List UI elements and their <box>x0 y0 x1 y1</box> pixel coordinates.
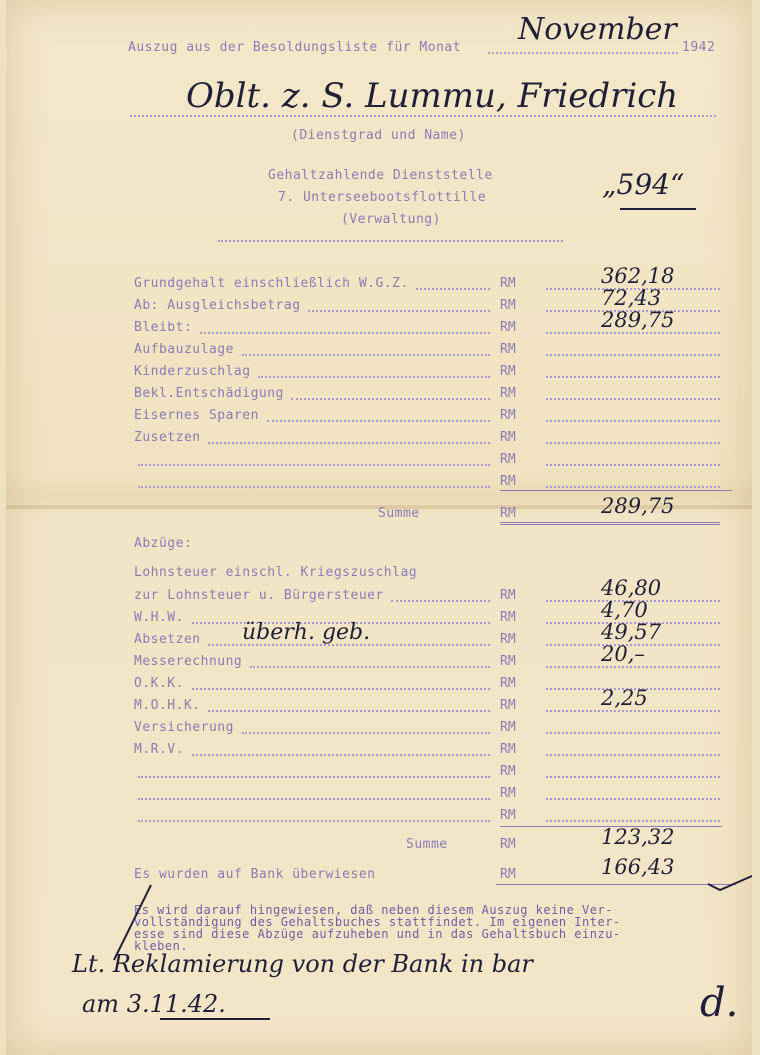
earnings-leader-dots <box>416 288 490 290</box>
year-value: 1942 <box>682 40 716 55</box>
deduction-label: zur Lohnsteuer u. Bürgersteuer <box>134 588 384 603</box>
summe2-currency: RM <box>500 837 516 852</box>
deduction-label: Absetzen <box>134 632 201 647</box>
deduction-label: M.O.H.K. <box>134 698 201 713</box>
earnings-leader-dots <box>208 442 490 444</box>
office-number: „594“ <box>602 168 685 201</box>
earnings-currency: RM <box>500 320 516 335</box>
deduction-currency: RM <box>500 786 516 801</box>
earnings-label: Bekl.Entschädigung <box>134 386 284 401</box>
deduction-currency: RM <box>500 588 516 603</box>
deduction-leader-dots <box>138 820 490 822</box>
bank-rule <box>496 884 736 885</box>
earnings-leader-dots <box>138 486 490 488</box>
summe2-label: Summe <box>406 837 448 852</box>
deduction-leader-dots <box>208 710 490 712</box>
number-underline <box>620 208 696 210</box>
earnings-leader-dots <box>258 376 490 378</box>
deduction-currency: RM <box>500 720 516 735</box>
deduction-currency: RM <box>500 698 516 713</box>
payslip-paper <box>6 0 752 1055</box>
earnings-leader-dots <box>291 398 490 400</box>
earnings-leader-dots <box>200 332 490 334</box>
earnings-label: Eisernes Sparen <box>134 408 259 423</box>
deduction-amount: 49,57 <box>601 620 662 644</box>
bank-amount: 166,43 <box>601 855 675 879</box>
deduction-leader-dots <box>391 600 490 602</box>
earnings-amount-dots <box>546 332 720 334</box>
deduction-amount: 2,25 <box>601 686 648 710</box>
deduction-currency: RM <box>500 808 516 823</box>
abzuege-title: Abzüge: <box>134 536 193 551</box>
earnings-amount-dots <box>546 398 720 400</box>
earnings-label: Ab: Ausgleichsbetrag <box>134 298 301 313</box>
auszug-label: Auszug aus der Besoldungsliste für Monat <box>128 40 462 55</box>
notice-line: esse sind diese Abzüge aufzuheben und in das Gehaltsbuch einzu- <box>134 927 621 941</box>
deduction-amount-dots <box>546 820 720 822</box>
deduction-currency: RM <box>500 654 516 669</box>
deduction-amount-dots <box>546 710 720 712</box>
name-value: Oblt. z. S. Lummu, Friedrich <box>186 76 679 116</box>
earnings-currency: RM <box>500 430 516 445</box>
deduction-amount-dots <box>546 666 720 668</box>
summe1-double-rule <box>500 522 720 525</box>
summe2-amount: 123,32 <box>601 825 675 849</box>
deduction-leader-dots <box>192 754 490 756</box>
earnings-amount-dots <box>546 420 720 422</box>
summe1-label: Summe <box>378 506 420 521</box>
deduction-label: Messerechnung <box>134 654 243 669</box>
earnings-label: Bleibt: <box>134 320 193 335</box>
handnote-line1: Lt. Reklamierung von der Bank in bar <box>72 950 533 978</box>
earnings-currency: RM <box>500 342 516 357</box>
earnings-currency: RM <box>500 276 516 291</box>
earnings-label: Aufbauzulage <box>134 342 234 357</box>
deduction-label: Versicherung <box>134 720 234 735</box>
earnings-amount-dots <box>546 354 720 356</box>
earnings-leader-dots <box>308 310 490 312</box>
earnings-leader-dots <box>138 464 490 466</box>
name-caption: (Dienstgrad und Name) <box>291 128 466 143</box>
deduction-currency: RM <box>500 610 516 625</box>
summe1-currency: RM <box>500 506 516 521</box>
office-sub: (Verwaltung) <box>341 212 441 227</box>
deduction-label: M.R.V. <box>134 742 184 757</box>
deduction-leader-dots <box>138 776 490 778</box>
deduction-currency: RM <box>500 742 516 757</box>
deduction-currency: RM <box>500 632 516 647</box>
earnings-leader-dots <box>267 420 491 422</box>
earnings-leader-dots <box>242 354 490 356</box>
month-dots <box>488 52 678 54</box>
deduction-amount: 20,– <box>601 642 645 666</box>
notice-line: kleben. <box>134 939 189 953</box>
deduction-amount-dots <box>546 754 720 756</box>
handnote-underline <box>160 1018 270 1020</box>
bank-currency: RM <box>500 867 516 882</box>
earnings-amount: 289,75 <box>601 308 675 332</box>
deduction-leader-dots <box>250 666 490 668</box>
deduction-label: W.H.W. <box>134 610 184 625</box>
earnings-amount: 72,43 <box>601 286 662 310</box>
deduction-amount: 46,80 <box>601 576 662 600</box>
earnings-amount-dots <box>546 376 720 378</box>
notice-line: vollständigung des Gehaltsbuches stattfindet. Im eigenen Inter- <box>134 915 621 929</box>
summe1-amount: 289,75 <box>601 494 675 518</box>
deduction-currency: RM <box>500 676 516 691</box>
earnings-label: Zusetzen <box>134 430 201 445</box>
deduction-label: O.K.K. <box>134 676 184 691</box>
office-dots <box>218 240 563 242</box>
deduction-leader-dots <box>242 732 490 734</box>
initials: d. <box>700 980 739 1026</box>
earnings-label: Kinderzuschlag <box>134 364 251 379</box>
deduction-amount-dots <box>546 776 720 778</box>
notice-line: Es wird darauf hingewiesen, daß neben diesem Auszug keine Ver- <box>134 903 613 917</box>
bank-label: Es wurden auf Bank überwiesen <box>134 867 376 882</box>
office-name: 7. Unterseebootsflottille <box>278 190 487 205</box>
deduction-amount-dots <box>546 732 720 734</box>
deduction-leader-dots <box>138 798 490 800</box>
notice-text <box>134 904 621 952</box>
earnings-amount: 362,18 <box>601 264 675 288</box>
earnings-currency: RM <box>500 408 516 423</box>
earnings-currency: RM <box>500 452 516 467</box>
earnings-amount-dots <box>546 442 720 444</box>
summe1-rule <box>500 490 732 491</box>
earnings-amount-dots <box>546 464 720 466</box>
earnings-amount-dots <box>546 486 720 488</box>
deduction-amount-dots <box>546 798 720 800</box>
earnings-currency: RM <box>500 364 516 379</box>
earnings-currency: RM <box>500 386 516 401</box>
name-dots <box>130 115 716 117</box>
check-mark <box>706 872 756 892</box>
deduction-leader-dots <box>192 688 490 690</box>
month-value: November <box>518 12 677 47</box>
deduction-amount: 4,70 <box>601 598 648 622</box>
office-label: Gehaltzahlende Dienststelle <box>268 168 493 183</box>
earnings-label: Grundgehalt einschließlich W.G.Z. <box>134 276 409 291</box>
deduction-currency: RM <box>500 764 516 779</box>
earnings-currency: RM <box>500 474 516 489</box>
abzuege-intro: Lohnsteuer einschl. Kriegszuschlag <box>134 565 418 580</box>
handnote-line2: am 3.11.42. <box>82 990 226 1018</box>
earnings-currency: RM <box>500 298 516 313</box>
deduction-handwritten-note: überh. geb. <box>242 620 371 645</box>
